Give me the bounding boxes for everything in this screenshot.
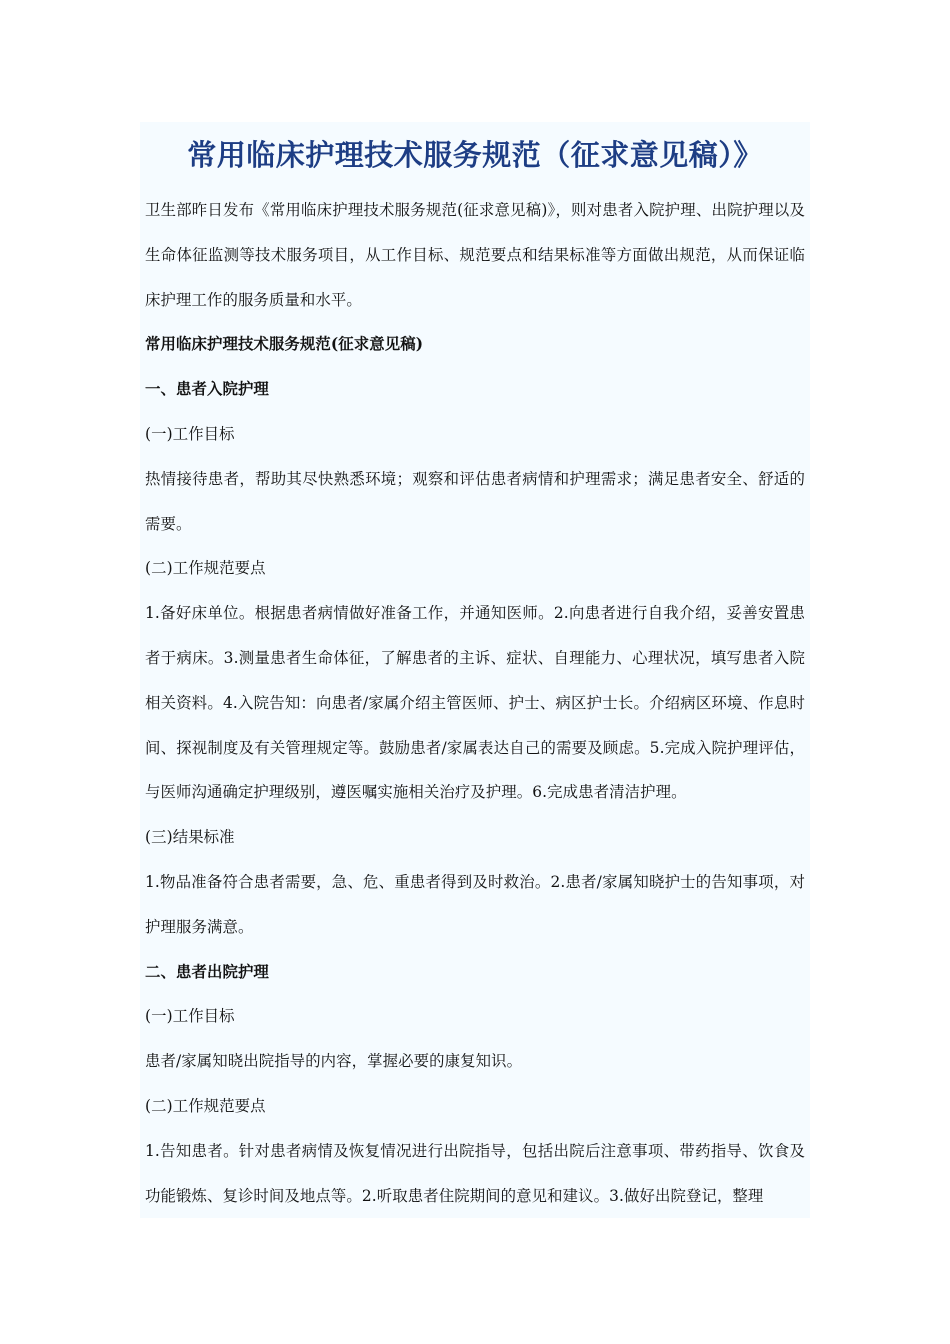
document-title: 常用临床护理技术服务规范（征求意见稿）》 bbox=[187, 138, 763, 172]
body-paragraph: 1.物品准备符合患者需要，急、危、重患者得到及时救治。2.患者/家属知晓护士的告知事项，对护理服务满意。 bbox=[145, 872, 805, 936]
body-paragraph: 热情接待患者，帮助其尽快熟悉环境；观察和评估患者病情和护理需求；满足患者安全、舒适的需要。 bbox=[145, 469, 805, 533]
document-page bbox=[140, 122, 810, 1218]
subheading-points: (二)工作规范要点 bbox=[145, 1096, 266, 1115]
body-paragraph: 患者/家属知晓出院指导的内容，掌握必要的康复知识。 bbox=[145, 1052, 523, 1071]
subheading-goal: (一)工作目标 bbox=[145, 424, 235, 443]
section-heading: 常用临床护理技术服务规范(征求意见稿) bbox=[145, 335, 424, 354]
intro-paragraph: 卫生部昨日发布《常用临床护理技术服务规范(征求意见稿)》，则对患者入院护理、出院护理以及生命体征监测等技术服务项目，从工作目标、规范要点和结果标准等方面做出规范，从而保证临床护理工作的服务质量和水平。 bbox=[145, 201, 805, 309]
subheading-results: (三)结果标准 bbox=[145, 828, 235, 847]
section-heading-discharge: 二、患者出院护理 bbox=[145, 962, 269, 981]
section-heading-admission: 一、患者入院护理 bbox=[145, 380, 269, 399]
subheading-goal: (一)工作目标 bbox=[145, 1007, 235, 1026]
body-paragraph: 1.备好床单位。根据患者病情做好准备工作，并通知医师。2.向患者进行自我介绍，妥善安置患者于病床。3.测量患者生命体征，了解患者的主诉、症状、自理能力、心理状况，填写患者入院相关资料。4.入院告知：向患者/家属介绍主管医师、护士、病区护士长。介绍病区环境、作息时间、探视制度及有关管理规定等。鼓励患者/家属表达自己的需要及顾虑。5.完成入院护理评估，与医师沟通确定护理级别，遵医嘱实施相关治疗及护理。6.完成患者清洁护理。 bbox=[145, 604, 805, 802]
body-paragraph: 1.告知患者。针对患者病情及恢复情况进行出院指导，包括出院后注意事项、带药指导、饮食及功能锻炼、复诊时间及地点等。2.听取患者住院期间的意见和建议。3.做好出院登记，整理 bbox=[145, 1141, 805, 1205]
subheading-points: (二)工作规范要点 bbox=[145, 559, 266, 578]
